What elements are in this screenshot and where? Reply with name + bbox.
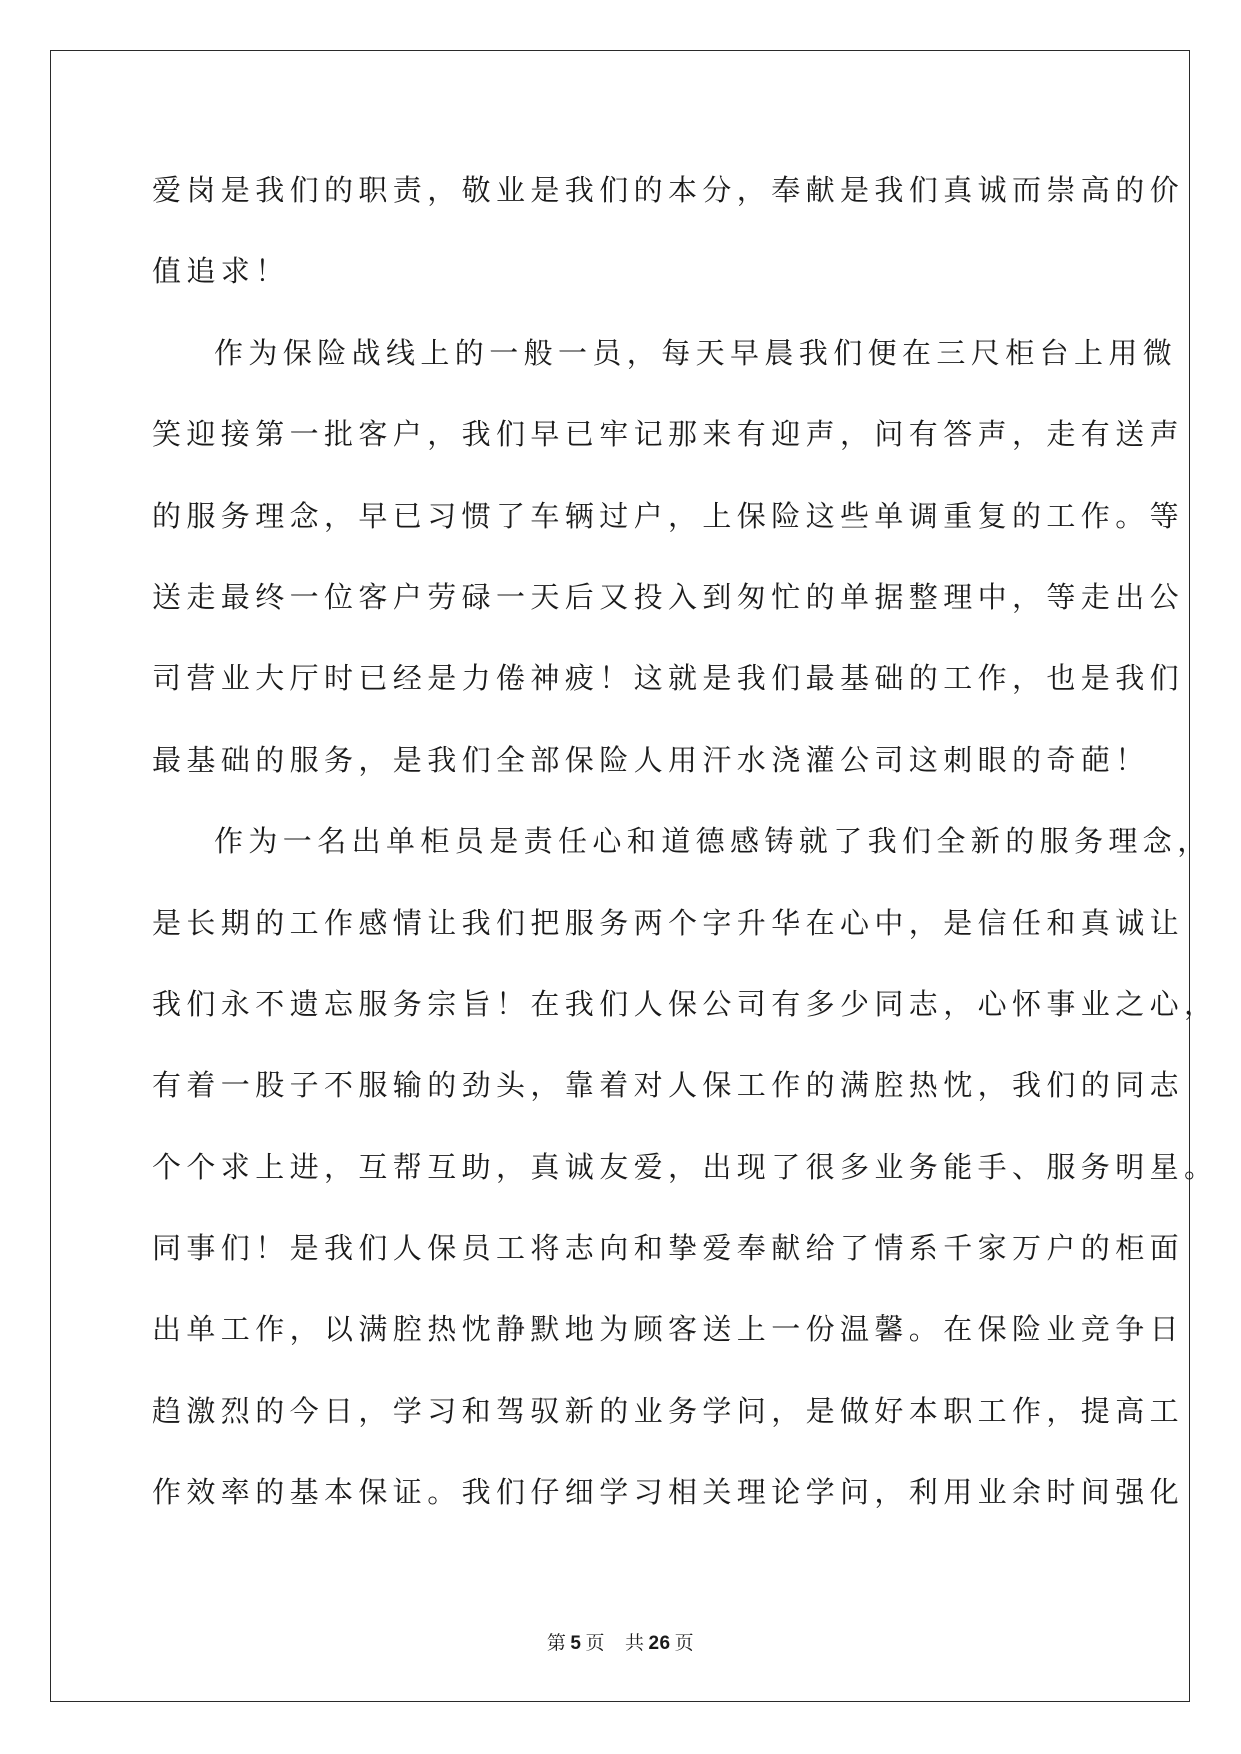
- text-line: 送走最终一位客户劳碌一天后又投入到匆忙的单据整理中，等走出公: [152, 579, 1185, 614]
- total-prefix: 共: [624, 1632, 645, 1654]
- page-suffix: 页: [585, 1632, 605, 1654]
- paragraph-start-line: 作为保险战线上的一般一员，每天早晨我们便在三尺柜台上用微: [214, 335, 1178, 370]
- document-body: [152, 150, 1219, 1534]
- text-line: 出单工作，以满腔热忱静默地为顾客送上一份温馨。在保险业竞争日: [152, 1312, 1185, 1347]
- text-line: 笑迎接第一批客户，我们早已牢记那来有迎声，问有答声，走有送声: [152, 417, 1185, 452]
- text-line: 有着一股子不服输的劲头，靠着对人保工作的满腔热忱，我们的同志: [152, 1068, 1185, 1103]
- total-pages: 26: [648, 1633, 671, 1654]
- page-prefix: 第: [546, 1632, 567, 1654]
- text-line: 作效率的基本保证。我们仔细学习相关理论学问，利用业余时间强化: [152, 1475, 1185, 1510]
- text-line: 我们永不遗忘服务宗旨！在我们人保公司有多少同志，心怀事业之心，: [152, 986, 1219, 1021]
- text-line: 的服务理念，早已习惯了车辆过户，上保险这些单调重复的工作。等: [152, 498, 1185, 533]
- paragraph-start-line: 作为一名出单柜员是责任心和道德感铸就了我们全新的服务理念，: [214, 824, 1212, 859]
- page-footer: [0, 1628, 1241, 1655]
- text-line: 爱岗是我们的职责，敬业是我们的本分，奉献是我们真诚而崇高的价: [152, 173, 1185, 207]
- total-suffix: 页: [674, 1632, 695, 1654]
- text-line: 个个求上进，互帮互助，真诚友爱，出现了很多业务能手、服务明星。: [152, 1149, 1219, 1184]
- text-line: 值追求！: [152, 254, 290, 289]
- text-line: 同事们！是我们人保员工将志向和挚爱奉献给了情系千家万户的柜面: [152, 1231, 1185, 1266]
- text-line: 司营业大厅时已经是力倦神疲！这就是我们最基础的工作，也是我们: [152, 661, 1185, 696]
- page-number: 5: [570, 1633, 582, 1654]
- text-line: 是长期的工作感情让我们把服务两个字升华在心中，是信任和真诚让: [152, 905, 1185, 940]
- text-line: 趋激烈的今日，学习和驾驭新的业务学问，是做好本职工作，提高工: [152, 1393, 1185, 1428]
- text-line: 最基础的服务，是我们全部保险人用汗水浇灌公司这刺眼的奇葩！: [152, 742, 1150, 777]
